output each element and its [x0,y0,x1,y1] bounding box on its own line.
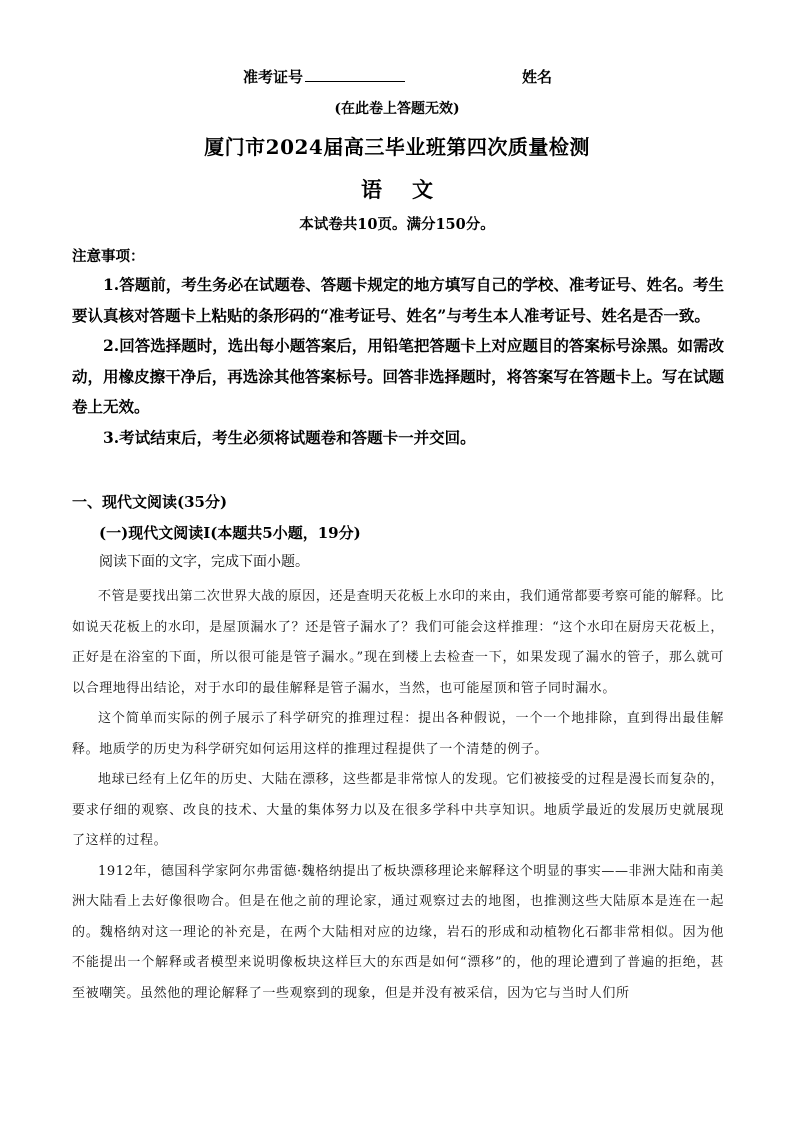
exam-id-field [243,66,405,87]
exam-title: 厦门市2024届高三毕业班第四次质量检测 [204,135,590,159]
invalid-note: (在此卷上答题无效) [334,101,460,117]
reading-passage [72,582,724,1009]
name-label: 姓名 [522,68,553,86]
subject-char-1: 语 [361,177,382,202]
passage-paragraph-1: 不管是要找出第二次世界大战的原因，还是查明天花板上水印的来由，我们通常都要考察可能的解释。比如说天花板上的水印，是屋顶漏水了？还是管子漏水了？我们可能会这样推理：“这个水印在厨房天花板上，正好是在浴室的下面，所以很可能是管子漏水。”现在到楼上去检查一下，如果发现了漏水的管子，那么就可以合理地得出结论，对于水印的最佳解释是管子漏水，当然，也可能屋顶和管子同时漏水。 [72,589,724,696]
notes-list [72,270,724,453]
passage-paragraph-2: 这个简单而实际的例子展示了科学研究的推理过程：提出各种假说，一个一个地排除，直到得出最佳解释。地质学的历史为科学研究如何运用这样的推理过程提供了一个清楚的例子。 [72,711,724,757]
note-item-2: 2.回答选择题时，选出每小题答案后，用铅笔把答题卡上对应题目的答案标号涂黑。如需改动，用橡皮擦干净后，再选涂其他答案标号。回答非选择题时，将答案写在答题卡上。写在试题卷上无效。 [72,336,724,416]
section-heading: 一、现代文阅读(35分) [72,493,228,511]
subsection-heading: (一)现代文阅读Ⅰ(本题共5小题，19分) [99,524,361,542]
notes-title: 注意事项： [72,248,145,265]
subject-char-2: 文 [412,177,433,202]
passage-paragraph-4: 1912年，德国科学家阿尔弗雷德·魏格纳提出了板块漂移理论来解释这个明显的事实——非洲大陆和南美洲大陆看上去好像很吻合。但是在他之前的理论家，通过观察过去的地图，也推测这些大陆原本是连在一起的。魏格纳对这一理论的补充是，在两个大陆相对应的边缘，岩石的形成和动植物化石都非常相似。因为他不能提出一个解释或者模型来说明像板块这样巨大的东西是如何“漂移”的，他的理论遭到了普遍的拒绝，甚至被嘲笑。虽然他的理论解释了一些观察到的现象，但是并没有被采信，因为它与当时人们所 [72,863,724,1001]
note-item-1: 1.答题前，考生务必在试题卷、答题卡规定的地方填写自己的学校、准考证号、姓名。考生要认真核对答题卡上粘贴的条形码的“准考证号、姓名”与考生本人准考证号、姓名是否一致。 [72,275,724,325]
subject-heading [0,174,794,204]
name-field [522,66,552,87]
exam-id-label: 准考证号 [243,68,304,86]
passage-paragraph-3: 地球已经有上亿年的历史、大陆在漂移，这些都是非常惊人的发现。它们被接受的过程是漫长而复杂的，要求仔细的观察、改良的技术、大量的集体努力以及在很多学科中共享知识。地质学最近的发展历史就展现了这样的过程。 [72,772,724,848]
exam-id-blank [305,67,405,82]
pages-info: 本试卷共10页。满分150分。 [299,216,495,233]
note-item-3: 3.考试结束后，考生必须将试题卷和答题卡一并交回。 [103,427,476,447]
reading-instruction: 阅读下面的文字，完成下面小题。 [99,554,309,570]
exam-header [0,66,794,88]
